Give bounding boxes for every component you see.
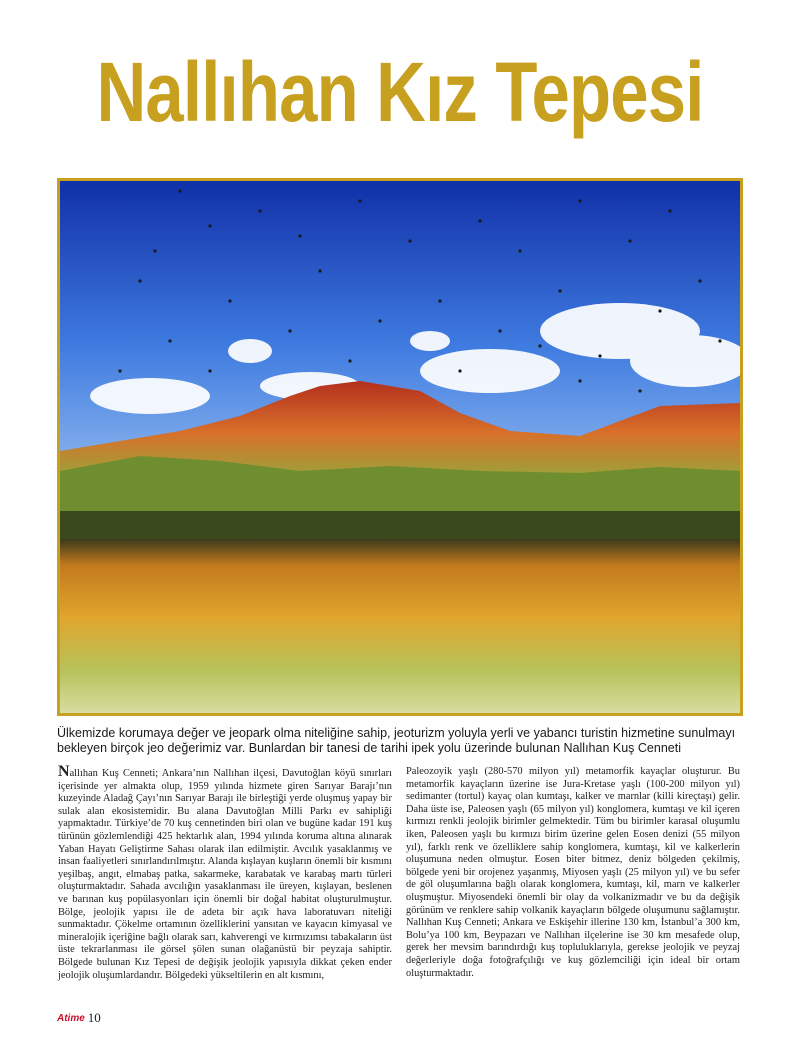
body-column-right: Paleozoyik yaşlı (280-570 milyon yıl) metamorfik kayaçlar oluşturur. Bu metamorfik kayaçların üzerine ise Jura-Kretase yaşlı (100-200 milyon yıl) sedimanter (tortul) kayaç olan kumtaşı, kalker ve marnlar (killi kireçtaşı) gelir. Daha üste ise, Paleosen yaşlı (65 milyon yıl) konglomera, kumtaşı ve kil içeren kırmızı renkli jeolojik birimler gelmektedir. Tüm bu birimler karasal oluşumlu iken, Paleosen yaşlı bu kırmızı birim üzerine gelen Eosen denizi (55 milyon yıl), farklı renk ve özelliklere sahip konglomera, kumtaşı, kil ve kalkerlerin oluşumuna neden olmuştur. Eosen biter bitmez, deniz bölgeden çekilmiş, bölgede yeni bir orojenez yaşanmış, Miyosen yaşlı (25 milyon yıl) ve bu sefer de göl oluşumlarına bağlı olarak konglomera, kumtaşı, kil, marn ve kalkerler oluşmuştur. Miyosendeki önemli bir olay da volkanizmadır ve bu da değişik görünüm ve renklere sahip volkanik kayaçların bölgede oluşumunu sağlamıştır. Nallıhan Kuş Cenneti; Ankara ve Eskişehir illerine 130 km, İstanbul’a 300 km, Bolu’ya 100 km, Beypazarı ve Nallıhan ilçelerine ise 30 km mesafede olup, gerek her mevsim barındırdığı kuş topluluklarıyla, gerekse jeolojik ve peyzaj değerleriyle doğa fotoğrafçılığı ve kuş gözlemciliği için ideal bir ortam oluşturmaktadır. (406, 766, 740, 979)
page-footer (57, 1008, 101, 1028)
photo-frame (57, 178, 743, 716)
drop-cap: N (58, 763, 70, 780)
body-text-left: allıhan Kuş Cenneti; Ankara’nın Nallıhan ilçesi, Davutoğlan köyü sınırları içerisinde yer almakta olup, 1959 yılında hizmete giren Sarıyar Barajı’nın kuzeyinde Aladağ Çayı’nın Sarıyar Barajı ile birleştiği yerde oluşmuş yapay bir sulak alan ekosistemidir. Bu alana Davutoğlan Milli Parkı ev sahipliği yapmaktadır. Türkiye’de 70 kuş cennetinden biri olan ve bugüne kadar 191 kuş türünün gözlemlendiği 425 hektarlık alan, 1994 yılında koruma altına alınarak Yaban Hayatı Geliştirme Sahası olarak ilan edilmiştir. Avcılık yasaklanmış ve insan faaliyetleri sınırlandırılmıştır. Alanda kışlayan kuşların önemli bir kısmını yeşilbaş, angıt, elmabaş patka, sakarmeke, karabatak ve karabaş martı türleri oluşturmaktadır. Sahada avcılığın yasaklanması ile üreyen, kışlayan, beslenen ve barınan kuş popülasyonları için önemli bir doğal habitat oluşturulmuştur. Bölge, jeolojik yapısı ile de adeta bir açık hava laboratuvarı niteliği sunmaktadır. Çökelme ortamının özelliklerini yansıtan ve kayacın kimyasal ve mineralojik içeriğine bağlı olarak sarı, kahverengi ve kırmızımsı tabakaların üst üste tekrarlanması ile görsel şölen sunan olağanüstü bir peyzaja sahiptir. Bölgede bulunan Kız Tepesi de değişik jeolojik yapısıyla dikkat çeken ender jeolojik oluşumlardandır. Bölgedeki yükseltilerin en alt kısmını, (58, 768, 392, 981)
photo-caption: Ülkemizde korumaya değer ve jeopark olma niteliğine sahip, jeoturizm yoluyla yerli ve yabancı turistin hizmetine sunulmayı bekleyen birçok jeo değerimiz var. Bunlardan bir tanesi de tarihi ipek yolu üzerinde bulunan Nallıhan Kuş Cenneti (57, 726, 736, 755)
body-column-left (58, 763, 392, 982)
page-number: 10 (87, 1010, 101, 1025)
magazine-logo: Atime (57, 1012, 85, 1024)
landscape-photo-icon (60, 181, 740, 713)
page-title: Nallıhan Kız Tepesi (96, 45, 704, 139)
